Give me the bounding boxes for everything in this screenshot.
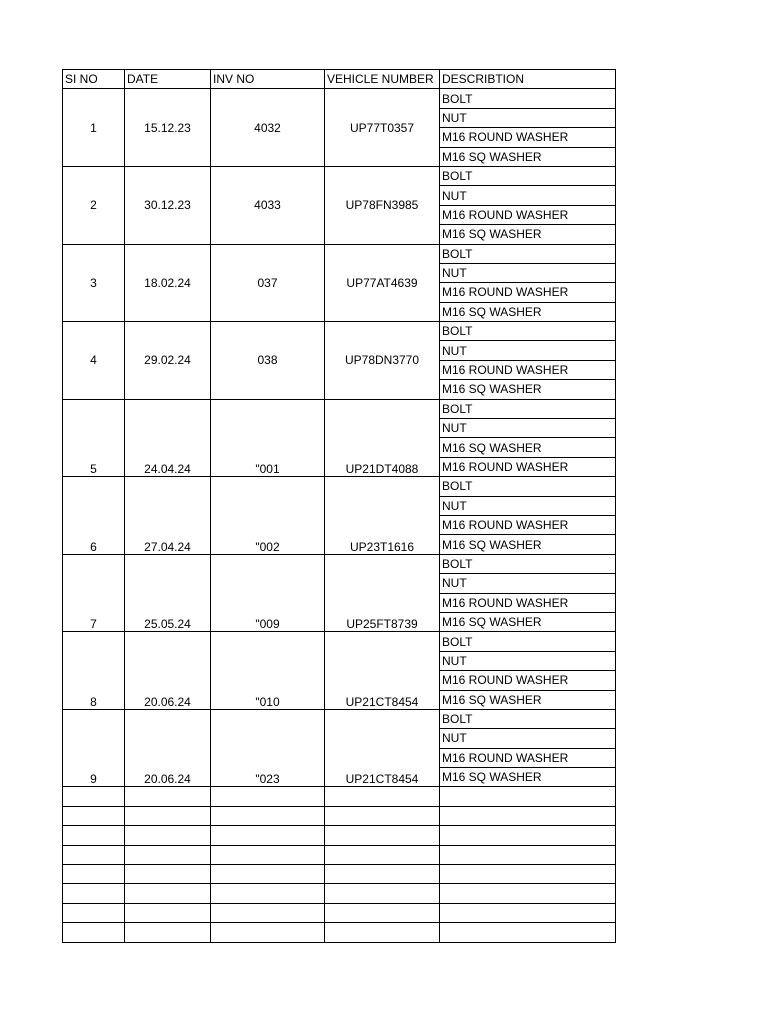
inv-no-cell: 4033 <box>211 166 325 244</box>
description-cell: NUT <box>440 341 616 360</box>
date-cell: 25.05.24 <box>125 554 211 632</box>
empty-cell <box>440 787 616 806</box>
empty-cell <box>440 826 616 845</box>
empty-row <box>63 787 616 806</box>
description-cell: M16 SQ WASHER <box>440 380 616 399</box>
header-si-no: SI NO <box>63 70 125 89</box>
empty-row <box>63 884 616 903</box>
empty-cell <box>211 787 325 806</box>
description-cell: BOLT <box>440 244 616 263</box>
description-cell: BOLT <box>440 166 616 185</box>
vehicle-number-cell: UP77AT4639 <box>325 244 440 322</box>
inv-no-cell: "009 <box>211 554 325 632</box>
table-row <box>63 166 616 185</box>
vehicle-number-cell: UP23T1616 <box>325 477 440 555</box>
si-no-cell: 8 <box>63 632 125 710</box>
empty-cell <box>211 923 325 942</box>
description-cell: NUT <box>440 729 616 748</box>
vehicle-number-cell: UP25FT8739 <box>325 554 440 632</box>
empty-cell <box>440 845 616 864</box>
empty-cell <box>325 923 440 942</box>
empty-cell <box>325 806 440 825</box>
empty-cell <box>440 865 616 884</box>
si-no-cell: 9 <box>63 709 125 787</box>
empty-cell <box>211 884 325 903</box>
description-cell: M16 SQ WASHER <box>440 225 616 244</box>
description-cell: NUT <box>440 186 616 205</box>
date-cell: 20.06.24 <box>125 709 211 787</box>
empty-row <box>63 865 616 884</box>
date-cell: 24.04.24 <box>125 399 211 477</box>
description-cell: M16 SQ WASHER <box>440 690 616 709</box>
description-cell: M16 ROUND WASHER <box>440 360 616 379</box>
si-no-cell: 1 <box>63 89 125 167</box>
vehicle-number-cell: UP78FN3985 <box>325 166 440 244</box>
date-cell: 27.04.24 <box>125 477 211 555</box>
empty-row <box>63 806 616 825</box>
vehicle-number-cell: UP21CT8454 <box>325 632 440 710</box>
empty-cell <box>211 826 325 845</box>
date-cell: 29.02.24 <box>125 322 211 400</box>
vehicle-number-cell: UP21DT4088 <box>325 399 440 477</box>
description-cell: M16 ROUND WASHER <box>440 283 616 302</box>
empty-cell <box>440 903 616 922</box>
description-cell: BOLT <box>440 709 616 728</box>
empty-cell <box>440 923 616 942</box>
description-cell: M16 ROUND WASHER <box>440 205 616 224</box>
empty-cell <box>63 787 125 806</box>
description-cell: BOLT <box>440 632 616 651</box>
inv-no-cell: 037 <box>211 244 325 322</box>
header-inv-no: INV NO <box>211 70 325 89</box>
inv-no-cell: 4032 <box>211 89 325 167</box>
description-cell: BOLT <box>440 477 616 496</box>
empty-cell <box>125 903 211 922</box>
empty-cell <box>125 884 211 903</box>
empty-cell <box>63 845 125 864</box>
table-row <box>63 89 616 108</box>
description-cell: M16 ROUND WASHER <box>440 457 616 476</box>
description-cell: M16 SQ WASHER <box>440 535 616 554</box>
table-row <box>63 554 616 573</box>
empty-cell <box>325 845 440 864</box>
invoice-table <box>62 69 616 943</box>
empty-cell <box>125 865 211 884</box>
empty-cell <box>63 806 125 825</box>
si-no-cell: 4 <box>63 322 125 400</box>
empty-cell <box>125 787 211 806</box>
description-cell: NUT <box>440 419 616 438</box>
si-no-cell: 5 <box>63 399 125 477</box>
description-cell: M16 ROUND WASHER <box>440 128 616 147</box>
empty-cell <box>63 903 125 922</box>
empty-cell <box>325 884 440 903</box>
description-cell: M16 SQ WASHER <box>440 147 616 166</box>
description-cell: BOLT <box>440 399 616 418</box>
inv-no-cell: 038 <box>211 322 325 400</box>
table-row <box>63 632 616 651</box>
si-no-cell: 7 <box>63 554 125 632</box>
header-description: DESCRIBTION <box>440 70 616 89</box>
empty-cell <box>63 884 125 903</box>
table-row <box>63 477 616 496</box>
description-cell: NUT <box>440 496 616 515</box>
description-cell: M16 ROUND WASHER <box>440 748 616 767</box>
table-row <box>63 399 616 418</box>
empty-cell <box>440 884 616 903</box>
empty-cell <box>325 787 440 806</box>
description-cell: M16 SQ WASHER <box>440 438 616 457</box>
date-cell: 18.02.24 <box>125 244 211 322</box>
description-cell: M16 SQ WASHER <box>440 768 616 787</box>
empty-cell <box>440 806 616 825</box>
date-cell: 30.12.23 <box>125 166 211 244</box>
header-date: DATE <box>125 70 211 89</box>
empty-cell <box>125 923 211 942</box>
description-cell: NUT <box>440 574 616 593</box>
empty-cell <box>211 845 325 864</box>
inv-no-cell: "010 <box>211 632 325 710</box>
description-cell: BOLT <box>440 89 616 108</box>
description-cell: NUT <box>440 263 616 282</box>
date-cell: 15.12.23 <box>125 89 211 167</box>
description-cell: M16 SQ WASHER <box>440 612 616 631</box>
description-cell: BOLT <box>440 554 616 573</box>
description-cell: M16 ROUND WASHER <box>440 515 616 534</box>
empty-row <box>63 826 616 845</box>
table-row <box>63 709 616 728</box>
description-cell: M16 ROUND WASHER <box>440 671 616 690</box>
header-vehicle-number: VEHICLE NUMBER <box>325 70 440 89</box>
date-cell: 20.06.24 <box>125 632 211 710</box>
vehicle-number-cell: UP77T0357 <box>325 89 440 167</box>
empty-cell <box>325 903 440 922</box>
vehicle-number-cell: UP21CT8454 <box>325 709 440 787</box>
table-row <box>63 322 616 341</box>
inv-no-cell: "002 <box>211 477 325 555</box>
empty-cell <box>125 806 211 825</box>
empty-cell <box>125 845 211 864</box>
description-cell: M16 ROUND WASHER <box>440 593 616 612</box>
description-cell: NUT <box>440 108 616 127</box>
description-cell: NUT <box>440 651 616 670</box>
empty-row <box>63 903 616 922</box>
empty-row <box>63 845 616 864</box>
description-cell: BOLT <box>440 322 616 341</box>
table-row <box>63 244 616 263</box>
empty-cell <box>63 865 125 884</box>
vehicle-number-cell: UP78DN3770 <box>325 322 440 400</box>
empty-cell <box>63 826 125 845</box>
header-row <box>63 70 616 89</box>
inv-no-cell: "001 <box>211 399 325 477</box>
empty-row <box>63 923 616 942</box>
si-no-cell: 6 <box>63 477 125 555</box>
invoice-table-body <box>63 70 616 943</box>
empty-cell <box>63 923 125 942</box>
si-no-cell: 3 <box>63 244 125 322</box>
empty-cell <box>325 865 440 884</box>
empty-cell <box>211 903 325 922</box>
empty-cell <box>325 826 440 845</box>
empty-cell <box>125 826 211 845</box>
inv-no-cell: "023 <box>211 709 325 787</box>
empty-cell <box>211 806 325 825</box>
description-cell: M16 SQ WASHER <box>440 302 616 321</box>
empty-cell <box>211 865 325 884</box>
si-no-cell: 2 <box>63 166 125 244</box>
